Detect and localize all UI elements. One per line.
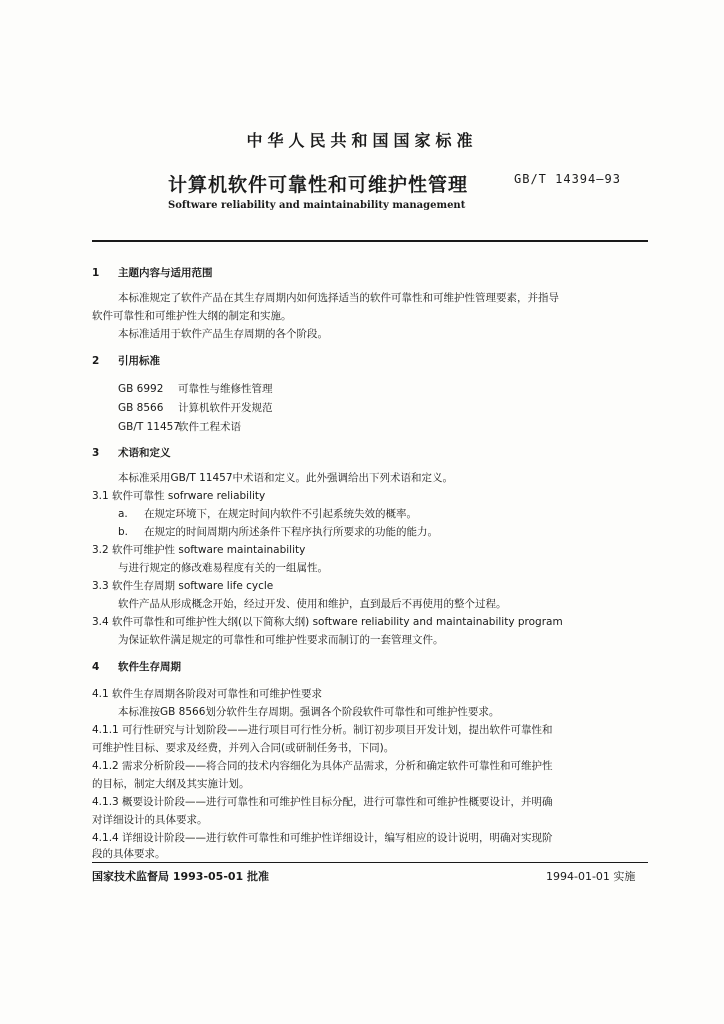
term-3-1-a: a. 在规定环境下，在规定时间内软件不引起系统失效的概率。 — [118, 508, 417, 520]
national-standard-header: 中华人民共和国国家标准 — [246, 131, 478, 150]
section-1-paragraph-1b: 软件可靠性和可维护性大纲的制定和实施。 — [92, 310, 292, 322]
footer-divider — [92, 862, 648, 863]
header-divider — [92, 240, 648, 242]
section-4-heading: 4 软件生存周期 — [92, 661, 181, 673]
clause-4-1-description: 本标准按GB 8566划分软件生存周期。强调各个阶段软件可靠性和可维护性要求。 — [118, 706, 500, 718]
clause-4-1-3-line-2: 对详细设计的具体要求。 — [92, 814, 208, 826]
section-3-heading: 3 术语和定义 — [92, 447, 171, 459]
section-1-heading: 1 主题内容与适用范围 — [92, 267, 213, 279]
clause-4-1-2-line-2: 的目标，制定大纲及其实施计划。 — [92, 778, 250, 790]
clause-4-1: 4.1 软件生存周期各阶段对可靠性和可维护性要求 — [92, 688, 323, 700]
section-1-paragraph-1a: 本标准规定了软件产品在其生存周期内如何选择适当的软件可靠性和可维护性管理要素，并指导 — [118, 292, 559, 304]
clause-4-1-1-line-1: 4.1.1 可行性研究与计划阶段——进行项目可行性分析。制订初步项目开发计划，提出软件可靠性和 — [92, 724, 553, 736]
standard-number: GB/T 14394—93 — [514, 172, 621, 186]
clause-4-1-2-line-1: 4.1.2 需求分析阶段——将合同的技术内容细化为具体产品需求，分析和确定软件可靠性和可维护性 — [92, 760, 553, 772]
reference-2: GB 8566 计算机软件开发规范 — [118, 402, 273, 414]
clause-4-1-1-line-2: 可维护性目标、要求及经费，并列入合同(或研制任务书，下同)。 — [92, 742, 395, 754]
term-3-3-definition: 软件产品从形成概念开始，经过开发、使用和维护，直到最后不再使用的整个过程。 — [118, 598, 507, 610]
term-3-2-definition: 与进行规定的修改难易程度有关的一组属性。 — [118, 562, 328, 574]
term-3-1-b: b. 在规定的时间周期内所述条件下程序执行所要求的功能的能力。 — [118, 526, 438, 538]
section-2-heading: 2 引用标准 — [92, 355, 160, 367]
reference-1: GB 6992 可靠性与维修性管理 — [118, 383, 273, 395]
title-english: Software reliability and maintainability management — [168, 200, 466, 211]
term-3-2: 3.2 软件可维护性 software maintainability — [92, 544, 306, 556]
approval-date: 国家技术监督局 1993-05-01 批准 — [92, 870, 270, 883]
title-chinese: 计算机软件可靠性和可维护性管理 — [168, 174, 469, 196]
term-3-4-definition: 为保证软件满足规定的可靠性和可维护性要求而制订的一套管理文件。 — [118, 634, 444, 646]
effective-date: 1994-01-01 实施 — [546, 870, 636, 883]
term-3-4: 3.4 软件可靠性和可维护性大纲(以下简称大纲) software reliability and maintainability program — [92, 616, 563, 628]
term-3-1: 3.1 软件可靠性 sofrware reliability — [92, 490, 266, 502]
section-1-paragraph-2: 本标准适用于软件产品生存周期的各个阶段。 — [118, 328, 328, 340]
clause-4-1-3-line-1: 4.1.3 概要设计阶段——进行可靠性和可维护性目标分配，进行可靠性和可维护性概要设计，并明确 — [92, 796, 553, 808]
term-3-3: 3.3 软件生存周期 software life cycle — [92, 580, 274, 592]
clause-4-1-4-line-1: 4.1.4 详细设计阶段——进行软件可靠性和可维护性详细设计，编写相应的设计说明，明确对实现阶 — [92, 832, 553, 844]
section-3-intro: 本标准采用GB/T 11457中术语和定义。此外强调给出下列术语和定义。 — [118, 472, 454, 484]
reference-3: GB/T 11457软件工程术语 — [118, 421, 241, 433]
clause-4-1-4-line-2: 段的具体要求。 — [92, 848, 166, 860]
